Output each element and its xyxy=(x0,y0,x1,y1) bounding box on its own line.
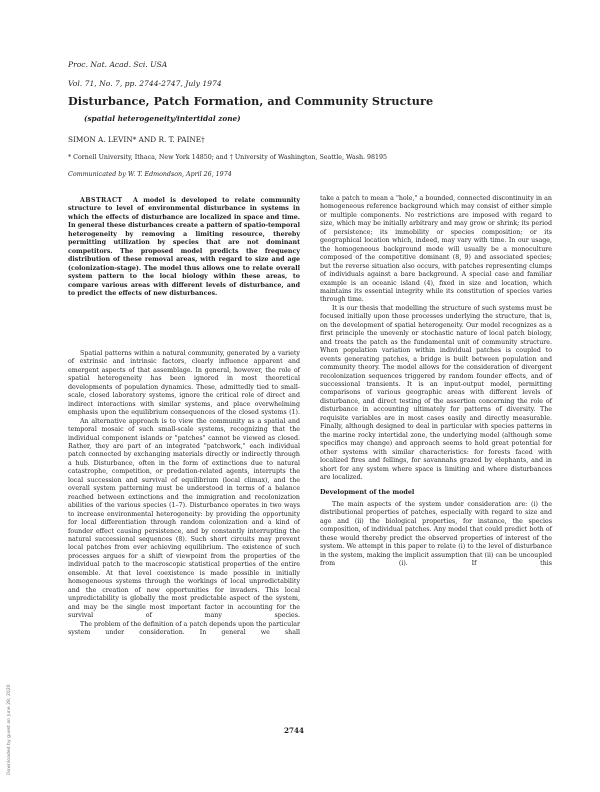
body-paragraph: take a patch to mean a "hole," a bounded, connected discontinuity in an homogeneous reference background which may consist of either simple or multiple components. No restrictions are imposed with regard to size, which may be initially arbitrary and may grow or shrink; its period of persistence; its immobility or species composition; or its geographical location which, indeed, may vary with time. In our usage, the homogeneous background mode will usually be a monoculture composed of the competitive dominant (8, 9) and associated species; but the reverse situation also occurs, with patches representing clumps of individuals against a bare background. A special case and familiar example is an oceanic island (4), fixed in size and location, which maintains its essential integrity while its constitution of species varies through time. xyxy=(320,195,552,304)
abstract xyxy=(68,197,300,298)
section-heading: Development of the model xyxy=(320,488,415,497)
journal-volume: Vol. 71, No. 7, pp. 2744-2747, July 1974 xyxy=(68,78,222,88)
author-affiliations: * Cornell University, Ithaca, New York 14850; and † University of Washington, Seattle, Wash. 98195 xyxy=(68,154,388,161)
journal-citation xyxy=(68,50,222,98)
article-title: Disturbance, Patch Formation, and Community Structure xyxy=(68,94,434,108)
body-column-right xyxy=(320,195,552,568)
download-note-text: Downloaded by guest on June 28, 2020 xyxy=(7,684,12,775)
body-paragraph: The problem of the definition of a patch depends upon the particular system under consideration. In general we shall xyxy=(68,620,300,636)
body-paragraph: The main aspects of the system under consideration are: (i) the distributional properties of patches, especially with regard to size and age and (ii) the biological properties, for instance, the species composition, of individual patches. Any model that could predict both of these would thereby predict the observed properties of interest of the system. We attempt in this paper to relate (i) to the level of disturbance in the system, making the implicit assumption that (ii) can be uncoupled from (i). If this xyxy=(320,500,552,568)
abstract-label: ABSTRACT xyxy=(80,197,123,204)
abstract-text: A model is developed to relate community structure to level of environmental disturbance in systems in which the effects of disturbance are localized in space and time. In general these disturbances create a pattern of spatio-temporal heterogeneity by removing a limiting resource, thereby permitting utilization by species that are not dominant competitors. The proposed model predicts the frequency distribution of these removal areas, with regard to size and age (colonization-stage). The model thus allows one to relate overall system pattern to the local biology within these areas, to compare various areas with different levels of disturbance, and to predict the effects of new disturbances. xyxy=(68,197,300,297)
author-list: SIMON A. LEVIN* AND R. T. PAINE† xyxy=(68,135,205,144)
body-paragraph: An alternative approach is to view the community as a spatial and temporal mosaic of such small-scale systems, recognizing that the individual component islands or "patches" cannot be viewed as closed. Rather, they are part of an integrated "patchwork," each individual patch connected by exchanging materials directly or indirectly through a hub. Disturbance, often in the form of extinctions due to natural catastrophe, competition, or predation-related agents, interrupts the local succession and survival of equilibrium (local climax), and the overall system patterning must be understood in terms of a balance reached between extinctions and the immigration and recolonization abilities of the various species (1–7). Disturbance operates in two ways to increase environmental heterogeneity: by providing the opportunity for local differentiation through random colonization and a kind of founder effect causing persistence, and by constantly interrupting the natural successional sequences (8). Such short circuits may prevent local patches from ever achieving equilibrium. The existence of such processes argues for a shift of viewpoint from the properties of the individual patch to the macroscopic statistical properties of the entire ensemble. At that level coexistence is made possible in initially homogeneous systems through the workings of local unpredictability and the creation of new opportunities for invaders. This local unpredictability is globally the most predictable aspect of the system, and may be the single most important factor in accounting for the survival of many species. xyxy=(68,417,300,620)
page-number: 2744 xyxy=(284,726,305,735)
download-margin-note xyxy=(7,540,17,780)
journal-name: Proc. Nat. Acad. Sci. USA xyxy=(68,59,168,69)
body-column-left xyxy=(68,350,300,637)
communicated-by: Communicated by W. T. Edmondson, April 26, 1974 xyxy=(68,171,232,178)
article-subtitle: (spatial heterogeneity/intertidal zone) xyxy=(84,114,241,123)
body-paragraph: It is our thesis that modelling the structure of such systems must be focused initially upon those processes underlying the structure, that is, on the development of spatial heterogeneity. Our model recognizes as a first principle the unevenly or stochastic nature of local patch biology, and treats the patch as the fundamental unit of community structure. When population variation within individual patches is coupled to events generating patches, a bridge is built between population and community theory. The model allows for the consideration of divergent recolonization sequences triggered by random founder effects, and of successional transients. It is an input-output model, permitting comparisons of various geographic areas with different levels of disturbance, and direct testing of the assertion concerning the role of disturbance in accounting ultimately for patterns of diversity. The requisite variables are in most cases easily and directly measurable. Finally, although designed to deal in particular with species patterns in the marine rocky intertidal zone, the underlying model (although some specifics may change) and approach seems to hold great potential for other systems with similar characteristics: for forests faced with localized fires and fellings, for savannahs grazed by elephants, and in short for any system where space is limiting and where disturbances are localized. xyxy=(320,304,552,481)
body-paragraph: Spatial patterns within a natural community, generated by a variety of extrinsic and intrinsic factors, clearly influence apparent and emergent aspects of that assemblage. In general, however, the role of spatial heterogeneity has been ignored in most theoretical developments of population dynamics. These, admittedly tied to small-scale, closed laboratory systems, ignore the critical role of direct and indirect interactions with similar systems, and place overwhelming emphasis upon the equilibrium consequences of the closed systems (1). xyxy=(68,350,300,417)
